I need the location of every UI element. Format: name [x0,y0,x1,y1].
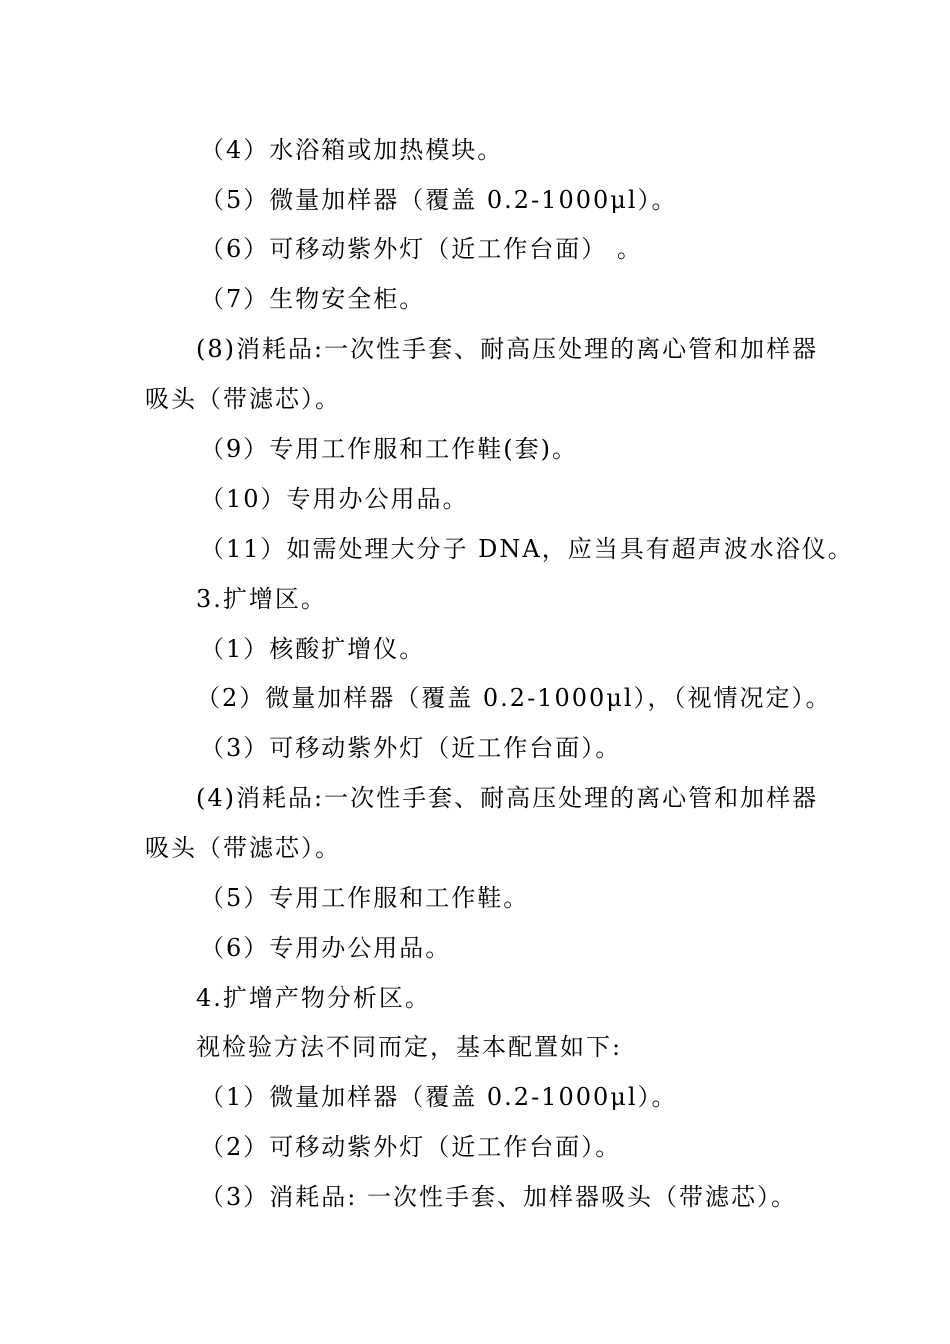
text-line: （3）可移动紫外灯（近工作台面）。 [200,734,622,762]
text-line: （11）如需处理大分子 DNA，应当具有超声波水浴仪。 [200,535,854,563]
section-heading: 4.扩增产物分析区。 [196,984,431,1012]
text-line: （10）专用办公用品。 [200,485,469,513]
text-line: 吸头（带滤芯）。 [145,834,341,862]
text-line: （3）消耗品: 一次性手套、加样器吸头（带滤芯）。 [200,1183,797,1211]
text-line: (8)消耗品:一次性手套、耐高压处理的离心管和加样器 [196,335,819,363]
text-line: (4)消耗品:一次性手套、耐高压处理的离心管和加样器 [196,784,819,812]
text-line: （1）核酸扩增仪。 [200,635,426,663]
text-line: （1）微量加样器（覆盖 0.2-1000μl）。 [200,1083,678,1111]
text-line: 视检验方法不同而定，基本配置如下: [196,1033,623,1061]
text-line: （6）专用办公用品。 [200,934,452,962]
text-line: （5）微量加样器（覆盖 0.2-1000μl）。 [200,186,678,214]
section-heading: 3.扩增区。 [196,585,327,613]
text-line: （5）专用工作服和工作鞋。 [200,884,530,912]
text-line: （4）水浴箱或加热模块。 [200,136,504,164]
text-line: （2）可移动紫外灯（近工作台面）。 [200,1133,622,1161]
text-line: 吸头（带滤芯）。 [145,385,341,413]
text-line: （2）微量加样器（覆盖 0.2-1000μl），（视情况定）。 [196,684,832,712]
text-line: （7）生物安全柜。 [200,285,426,313]
text-line: （6）可移动紫外灯（近工作台面） 。 [200,235,643,263]
text-line: （9）专用工作服和工作鞋(套)。 [200,435,578,463]
